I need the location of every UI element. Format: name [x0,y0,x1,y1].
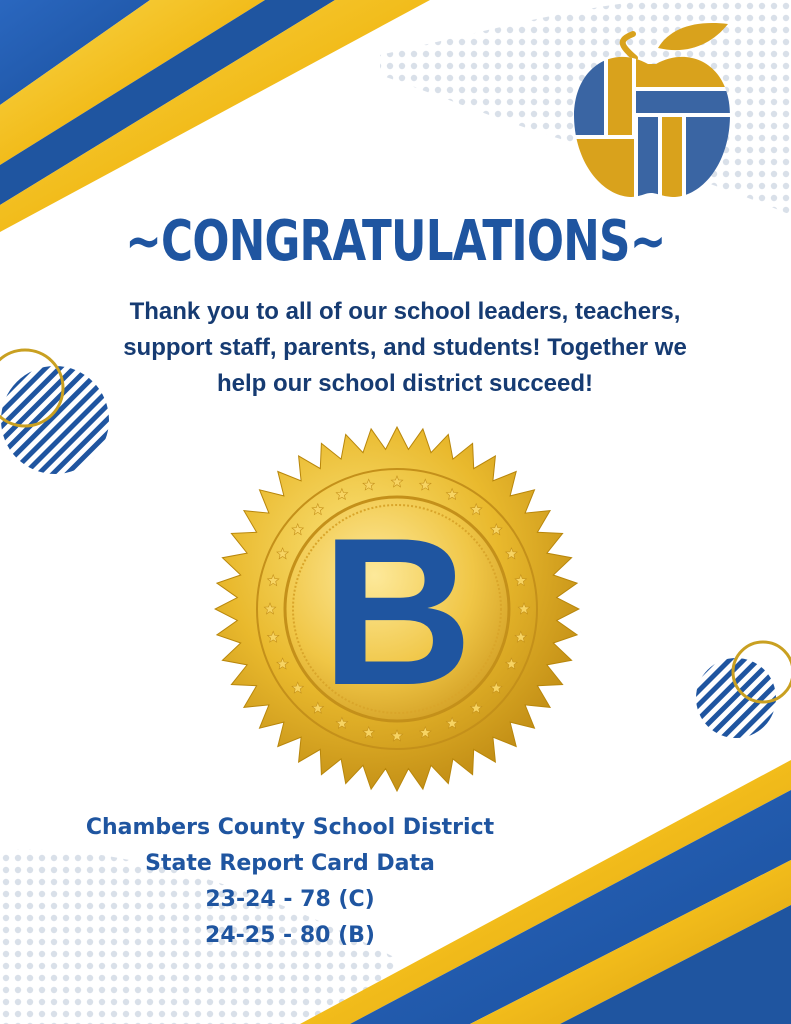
grade-letter: B [321,494,473,729]
thank-you-message [70,294,740,402]
score-2324: 23-24 - 78 (C) [205,887,375,912]
district-name: Chambers County School District [85,815,495,840]
congratulations-headline: ~CONGRATULATIONS~ [125,209,666,274]
striped-circle-icon [696,642,791,738]
report-title: State Report Card Data [145,851,435,876]
score-2425: 24-25 - 80 (B) [205,923,375,948]
thank-you-line: help our school district succeed! [216,370,594,397]
gold-seal-icon [214,426,580,792]
ribbon-top-left [0,0,430,232]
thank-you-line: Thank you to all of our school leaders, teachers, [129,298,681,325]
report-card-info [30,810,550,954]
thank-you-line: support staff, parents, and students! Together we [123,334,687,361]
